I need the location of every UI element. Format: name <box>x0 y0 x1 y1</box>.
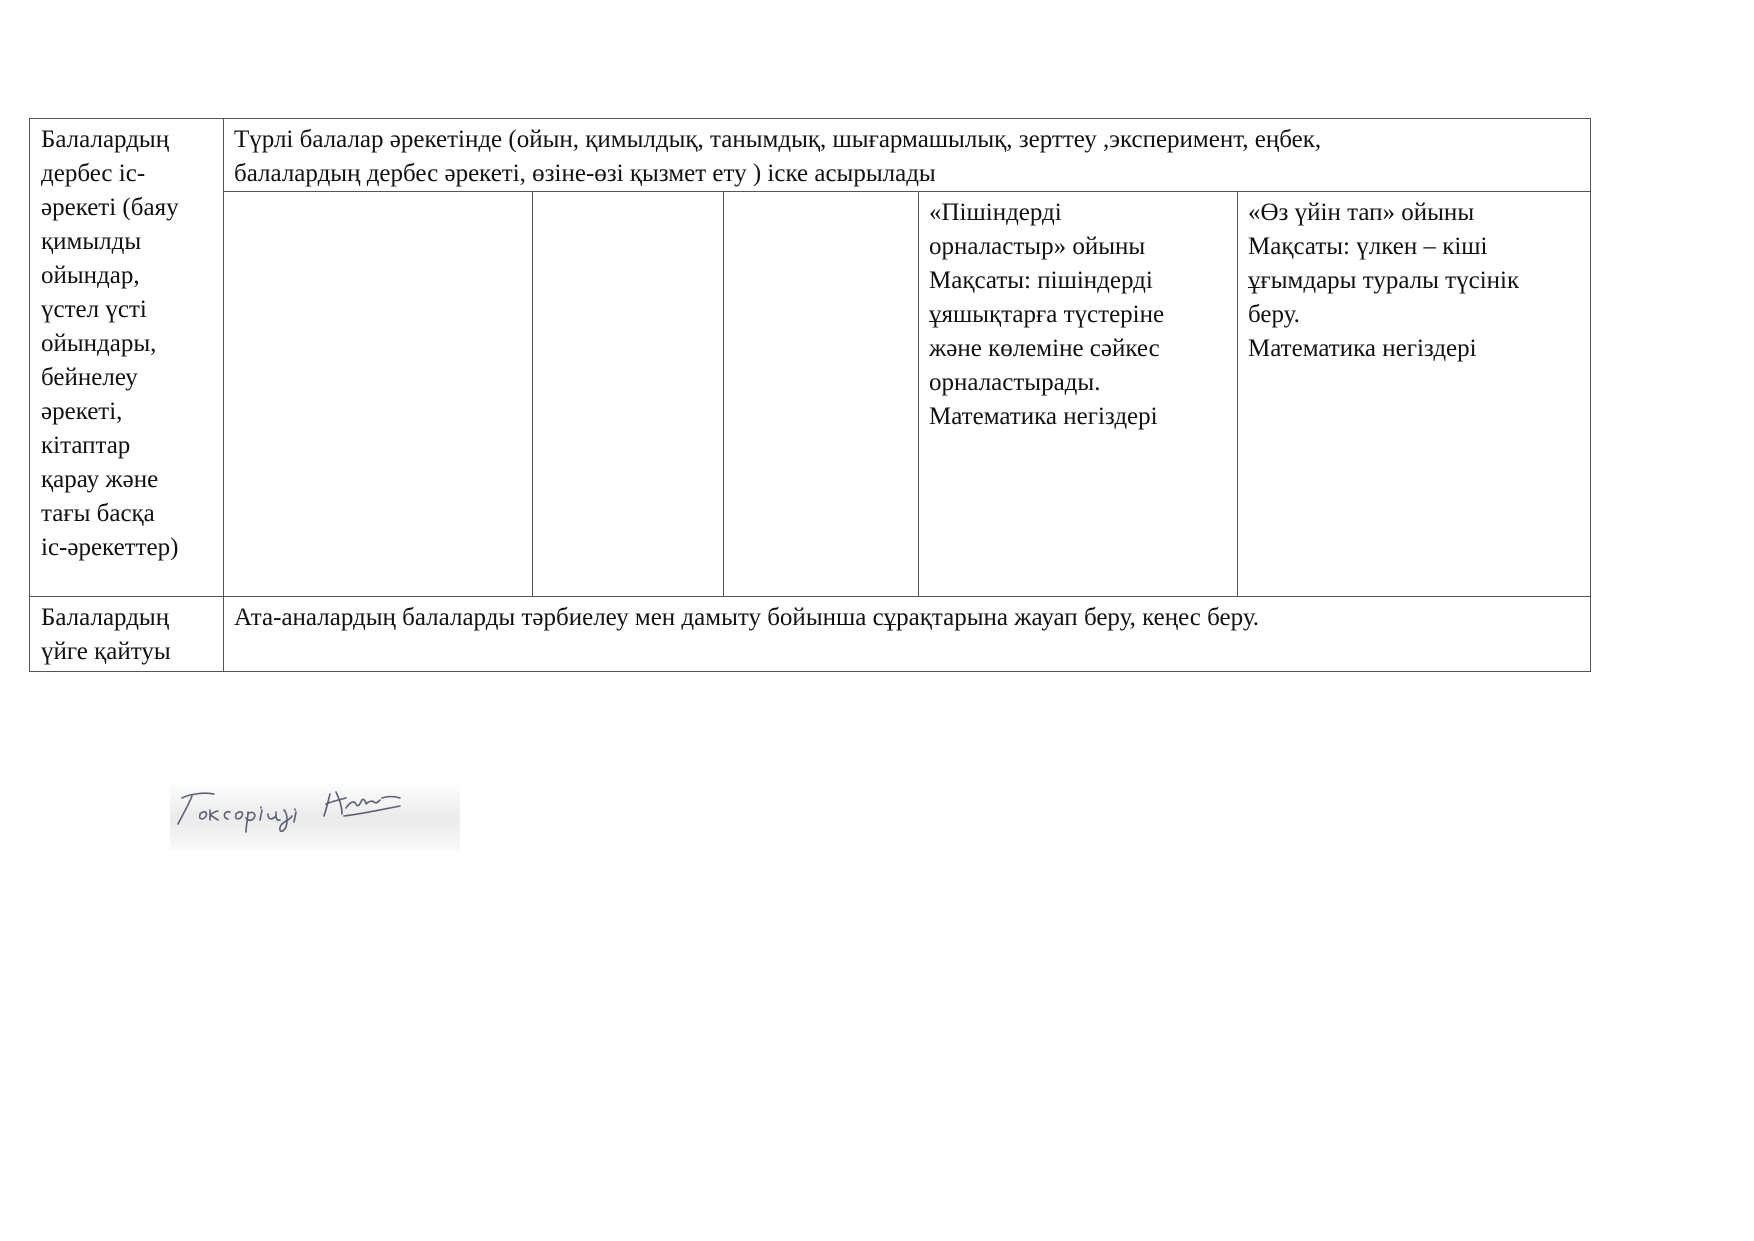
day-activities-row <box>30 192 1591 597</box>
self-activity-label-line: қимылды <box>41 228 142 255</box>
game-text-line: орналастырады. <box>929 369 1101 396</box>
day-cell-4-shapes-game <box>919 192 1238 597</box>
game-text-line: Математика негіздері <box>1248 335 1477 362</box>
game-text-line: Мақсаты: үлкен – кіші <box>1248 233 1488 260</box>
game-text-line: Математика негіздері <box>929 403 1158 430</box>
self-activity-label-line: әрекеті, <box>41 398 123 425</box>
game-text-line: Мақсаты: пішіндерді <box>929 267 1153 294</box>
game-text-line: беру. <box>1248 301 1300 328</box>
self-activity-row <box>30 119 1591 192</box>
self-activity-label-line: әрекеті (баяу <box>41 194 179 221</box>
self-activity-label-cell <box>30 119 224 597</box>
going-home-label-line: Балалардың <box>41 604 170 631</box>
daily-plan-table <box>29 118 1591 672</box>
game-text-line: ұғымдары туралы түсінік <box>1248 267 1520 294</box>
going-home-label-line: үйге қайтуы <box>41 638 171 665</box>
going-home-label-cell <box>30 597 224 672</box>
self-activity-label-line: Балалардың <box>41 126 170 153</box>
self-activity-label-line: үстел үсті <box>41 296 147 323</box>
self-activity-label-line: іс-әрекеттер) <box>41 534 179 561</box>
going-home-text-cell <box>224 597 1591 672</box>
self-activity-label-line: дербес іс- <box>41 160 146 187</box>
going-home-text: Ата-аналардың балаларды тәрбиелеу мен дамыту бойынша сұрақтарына жауап беру, кеңес беру. <box>234 604 1260 631</box>
self-activity-label-line: қарау және <box>41 466 159 493</box>
day-cell-1-empty <box>224 192 533 597</box>
self-activity-label-line: ойындар, <box>41 262 140 289</box>
self-activity-label-line: бейнелеу <box>41 364 138 391</box>
self-activity-label-line: кітаптар <box>41 432 131 459</box>
handwritten-signature <box>170 780 460 850</box>
game-text-line: ұяшықтарға түстеріне <box>929 301 1165 328</box>
self-activity-summary-line: Түрлі балалар әрекетінде (ойын, қимылдық, танымдық, шығармашылық, зерттеу ,эксперимент, еңбек, <box>234 126 1322 153</box>
going-home-row <box>30 597 1591 672</box>
self-activity-summary-cell <box>224 119 1591 192</box>
game-text-line: «Өз үйін тап» ойыны <box>1248 199 1475 226</box>
game-text-line: және көлеміне сәйкес <box>929 335 1160 362</box>
self-activity-label-line: ойындары, <box>41 330 157 357</box>
day-cell-2-empty <box>533 192 724 597</box>
game-text-line: «Пішіндерді <box>929 199 1062 226</box>
game-text-line: орналастыр» ойыны <box>929 233 1146 260</box>
self-activity-summary-line: балалардың дербес әрекеті, өзіне-өзі қызмет ету ) іске асырылады <box>234 160 936 187</box>
day-cell-5-house-game <box>1238 192 1591 597</box>
signature-drawing <box>170 780 460 850</box>
day-cell-3-empty <box>724 192 919 597</box>
self-activity-label-line: тағы басқа <box>41 500 155 527</box>
